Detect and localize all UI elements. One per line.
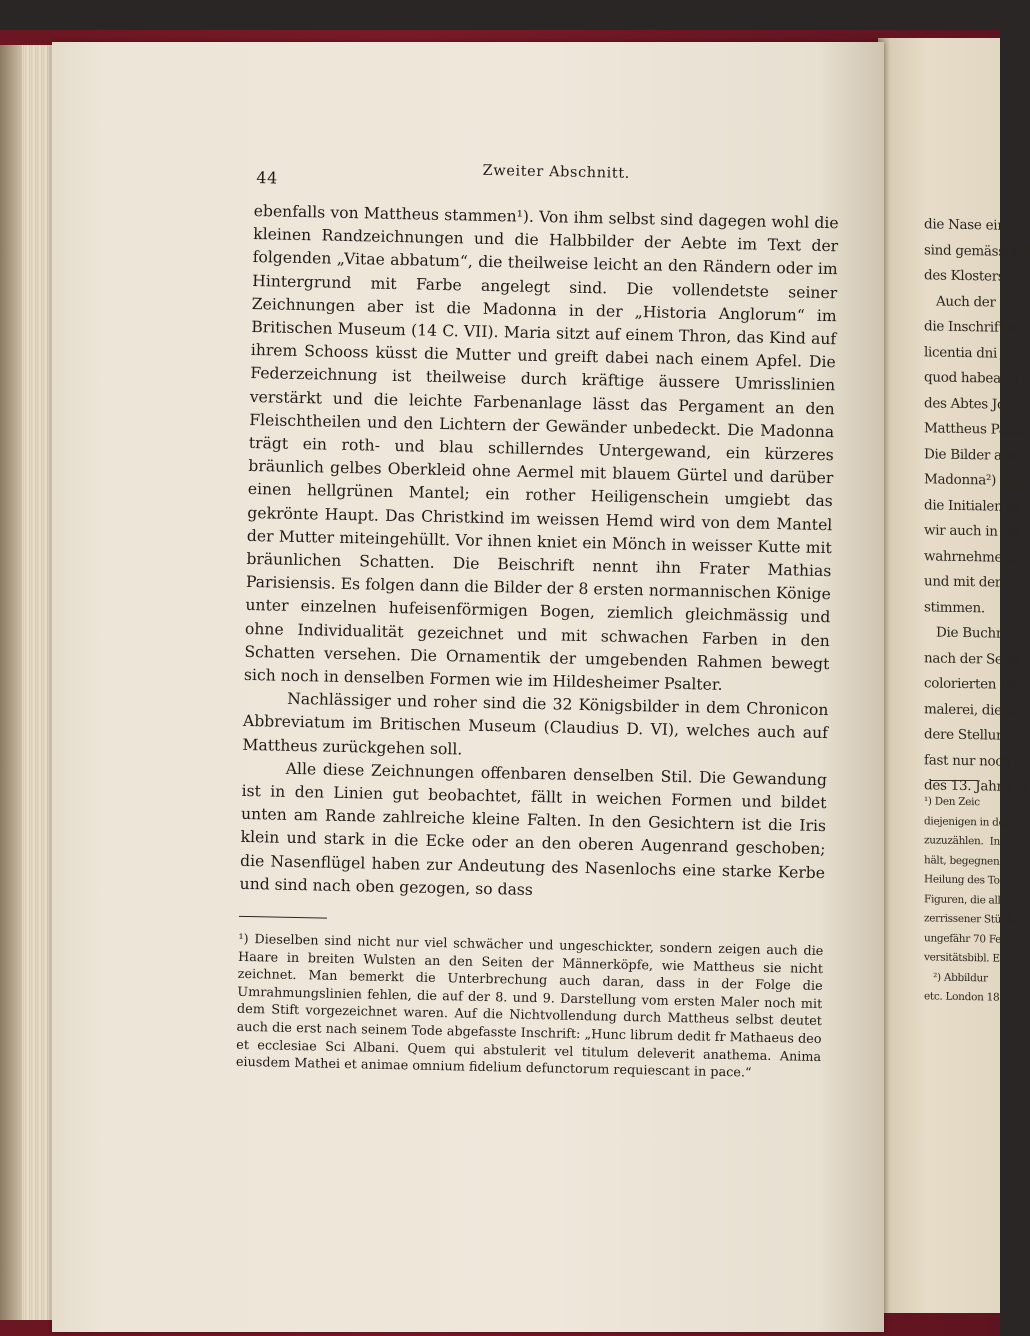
facing-page-footnotes: ¹) Den Zeic diejenigen in der zuzuzählen. In hält, begegnen w Heilung des Tob Figuren, die alle zerrissener Stück ungefähr 70 Fede versitätsbibl. E.c. ²) Abbildur etc. London 1879	[924, 795, 1014, 1004]
page-number: 44	[256, 168, 278, 188]
page-edges-shadow	[0, 45, 22, 1320]
body-text	[239, 200, 838, 908]
facing-page-text: die Nase einen sind gemässigte des Klosters¹). Auch der die Inschrift tr licentia dni Jo quod habeat u des Abtes Joha Mattheus Paris Die Bilder aus Madonna²) sind die Initialen m wir auch in ihr wahrnehmen, und mit dem stimmen. Die Buchr nach der Seite colorierten Fed malerei, die in dere Stellung fast nur noch a des 13. Jahrhun	[924, 216, 1030, 796]
paragraph-2: Nachlässiger und roher sind die 32 Königsbilder in dem Chronicon Abbreviatum im Britischen Museum (Claudius D. VI), welches auch auf Mattheus zurückgehen soll.	[242, 690, 829, 759]
footnote: ¹) Dieselben sind nicht nur viel schwächer und ungeschickter, sondern zeigen auch die Haare in breiten Wulsten an den Seiten der Männerköpfe, wie Mattheus sie nicht zeichnet. Man bemerkt die Unterbrechung auch daran, dass in der Folge die Umrahmungslinien fehlen, die auf der 8. und 9. Darstellung vom ersten Maler noch mit dem Stift vorgezeichnet waren. Auf die Nichtvollendung durch Mattheus selbst deutet auch die erst nach seinem Tode abgefasste Inschrift: „Hunc librum dedit fr Mathaeus deo et ecclesiae Sci Albani. Quem qui abstulerit vel titulum deleverit anathema. Anima eiusdem Mathei et animae omnium fidelium defunctorum requiescant in pace.“	[235, 931, 824, 1081]
paragraph-1: ebenfalls von Mattheus stammen¹). Von ihm selbst sind dagegen wohl die kleinen Randzeichnungen und die Halbbilder der Aebte im Text der folgenden „Vitae abbatum“, die theilweise leicht an den Rändern oder im Hintergrund mit Farbe angelegt sind. Die vollendetste seiner Zeichnungen aber ist die Madonna in der „Historia Anglorum“ im Britischen Museum (14 C. VII). Maria sitzt auf einem Thron, das Kind auf ihrem Schooss küsst die Mutter und greift dabei nach einem Apfel. Die Federzeichnung ist theilweise durch kräftige äussere Umrisslinien verstärkt und die leichte Farbenanlage lässt das Pergament an den Fleischtheilen und den Lichtern der Gewänder unbedeckt. Die Madonna trägt ein roth- und blau schillerndes Untergewand, ein kürzeres bräunlich gelbes Oberkleid ohne Aermel mit blauem Gürtel und darüber einen hellgrünen Mantel; ein rother Heiligenschein umgiebt das gekrönte Haupt. Das Christkind im weissen Hemd wird von dem Mantel der Mutter miteingehüllt. Vor ihnen kniet ein Mönch in weisser Kutte mit bräunlichen Schatten. Die Beischrift nennt ihn Frater Mathias Parisiensis. Es folgen dann die Bilder der 8 ersten normannischen Könige unter einzelnen hufeisenförmigen Bogen, ziemlich gleichmässig und ohne Individualität gezeichnet und mit schwachen Farben in den Schatten versehen. Die Ornamentik der umgebenden Rahmen bewegt sich noch in denselben Formen wie im Hildesheimer Psalter.	[243, 201, 839, 694]
footnote-rule	[239, 916, 327, 919]
facing-page	[878, 38, 1030, 1313]
running-head: Zweiter Abschnitt.	[482, 162, 631, 182]
facing-page-footnote-rule	[930, 780, 978, 781]
paragraph-3: Alle diese Zeichnungen offenbaren denselben Stil. Die Gewandung ist in den Linien gut beobachtet, fällt in weichen Formen und bildet unten am Rande zahlreiche kleine Falten. In den Gesichtern ist die Iris klein und stark in die Ecke oder an den oberen Augenrand geschoben; die Nasenflügel haben zur Andeutung des Nasenlochs eine starke Kerbe und sind nach oben gezogen, so dass	[239, 759, 828, 899]
page-content	[236, 150, 840, 1084]
